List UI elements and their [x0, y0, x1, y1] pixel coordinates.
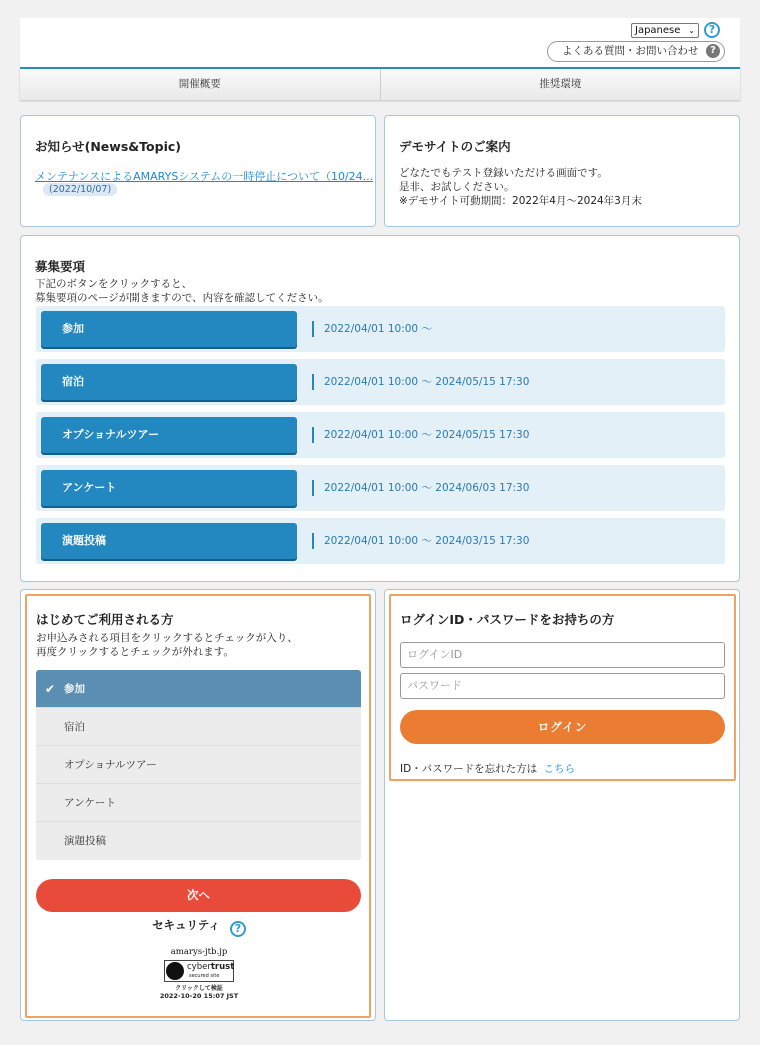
first-time-title: はじめてご利用される方 — [36, 612, 174, 627]
recruitment-row — [36, 465, 725, 511]
demo-line: どなたでもテスト登録いただける画面です。 — [399, 167, 608, 179]
checklist-item-optional-tour[interactable] — [36, 746, 361, 784]
demo-panel — [384, 115, 740, 227]
news-panel — [20, 115, 376, 227]
recruitment-period: 2022/04/01 10:00 ～ 2024/05/15 17:30 — [312, 374, 529, 390]
recruitment-period: 2022/04/01 10:00 ～ 2024/06/03 17:30 — [312, 480, 529, 496]
checklist-item-participation[interactable] — [36, 670, 361, 708]
login-button[interactable]: ログイン — [400, 710, 725, 744]
first-time-desc-line: 再度クリックするとチェックが外れます。 — [36, 646, 234, 658]
login-id-field[interactable]: ログインID — [400, 642, 725, 668]
news-title: お知らせ(News&Topic) — [35, 139, 181, 154]
login-panel — [384, 589, 740, 1021]
checkmark-icon: ✔ — [45, 682, 56, 696]
recruitment-row — [36, 518, 725, 564]
faq-contact-label: よくある質問・お問い合わせ — [562, 45, 699, 57]
question-icon: ? — [706, 44, 720, 58]
news-item-link[interactable]: メンテナンスによるAMARYSシステムの一時停止について（10/24... — [35, 170, 373, 183]
security-row — [21, 917, 377, 937]
news-item-date: (2022/10/07) — [43, 183, 117, 196]
demo-line: 是非、お試しください。 — [399, 181, 515, 193]
language-select-value: Japanese — [635, 25, 681, 36]
recruitment-button-optional-tour[interactable]: オプショナルツアー — [41, 417, 297, 453]
recruitment-button-abstract-submission[interactable]: 演題投稿 — [41, 523, 297, 559]
checklist-item-label: 宿泊 — [64, 721, 85, 733]
seal-secured: secured site — [189, 973, 220, 979]
checklist-item-survey[interactable] — [36, 784, 361, 822]
seal-timestamp: 2022-10-20 15:07 JST — [159, 992, 239, 1000]
recruitment-button-participation[interactable]: 参加 — [41, 311, 297, 347]
forgot-password-row — [400, 761, 575, 776]
recruitment-row — [36, 306, 725, 352]
security-help-icon[interactable]: ? — [230, 921, 246, 937]
recruitment-panel — [20, 235, 740, 582]
checklist-item-label: 参加 — [64, 683, 85, 695]
faq-contact-button[interactable] — [547, 41, 725, 62]
checklist-item-abstract-submission[interactable] — [36, 822, 361, 860]
news-item-date-wrap — [43, 182, 117, 196]
tab-recommended-environment[interactable]: 推奨環境 — [380, 69, 741, 100]
seal-brand-trust: trust — [210, 962, 235, 972]
security-label: セキュリティ — [152, 918, 220, 932]
demo-title: デモサイトのご案内 — [399, 139, 511, 154]
recruitment-description — [35, 277, 329, 305]
seal-logo-icon — [166, 962, 184, 980]
recruitment-button-survey[interactable]: アンケート — [41, 470, 297, 506]
recruitment-title: 募集要項 — [35, 259, 86, 274]
demo-description — [399, 166, 642, 208]
demo-line: ※デモサイト可動期間：2022年4月～2024年3月末 — [399, 195, 642, 207]
chevron-down-icon: ⌄ — [688, 26, 695, 35]
cybertrust-seal[interactable] — [149, 947, 249, 1000]
next-button[interactable]: 次へ — [36, 879, 361, 912]
seal-brand-cyber: cyber — [187, 962, 211, 972]
forgot-password-link[interactable]: こちら — [543, 763, 576, 775]
application-checklist — [36, 670, 361, 860]
login-title: ログインID・パスワードをお持ちの方 — [400, 612, 615, 627]
language-select[interactable] — [631, 23, 699, 38]
recruitment-row — [36, 412, 725, 458]
forgot-password-text: ID・パスワードを忘れた方は — [400, 763, 538, 775]
recruitment-period: 2022/04/01 10:00 ～ — [312, 321, 432, 337]
seal-domain: amarys-jtb.jp — [170, 947, 228, 957]
seal-badge — [164, 960, 234, 982]
password-field[interactable]: パスワード — [400, 673, 725, 699]
main-nav — [20, 67, 740, 100]
recruitment-button-accommodation[interactable]: 宿泊 — [41, 364, 297, 400]
first-time-panel — [20, 589, 376, 1021]
recruitment-period: 2022/04/01 10:00 ～ 2024/03/15 17:30 — [312, 533, 529, 549]
checklist-item-label: アンケート — [64, 797, 116, 809]
recruitment-desc-line: 下記のボタンをクリックすると、 — [35, 278, 193, 290]
help-icon[interactable]: ? — [704, 22, 720, 38]
checklist-item-label: オプショナルツアー — [64, 759, 157, 771]
checklist-item-accommodation[interactable] — [36, 708, 361, 746]
seal-click: クリックして検証 — [175, 985, 223, 992]
recruitment-desc-line: 募集要項のページが開きますので、内容を確認してください。 — [35, 292, 329, 304]
tab-overview[interactable]: 開催概要 — [178, 78, 221, 90]
first-time-description — [36, 631, 298, 659]
first-time-desc-line: お申込みされる項目をクリックするとチェックが入り、 — [36, 632, 298, 644]
checklist-item-label: 演題投稿 — [64, 835, 106, 847]
recruitment-row — [36, 359, 725, 405]
recruitment-period: 2022/04/01 10:00 ～ 2024/05/15 17:30 — [312, 427, 529, 443]
site-header — [20, 18, 740, 68]
